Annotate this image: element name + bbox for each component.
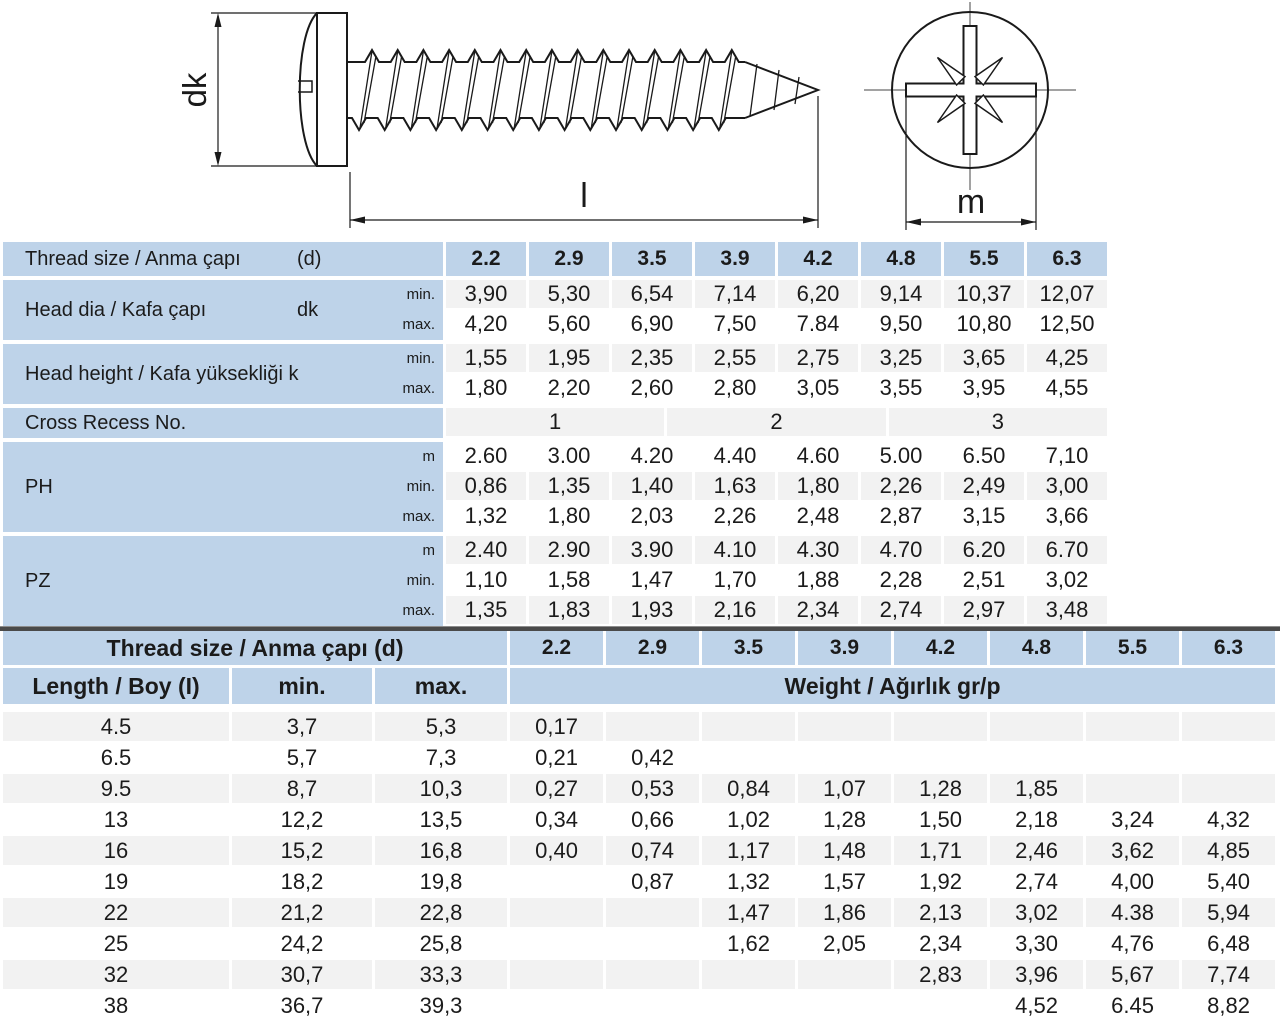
dimension-value: 2.40 [446,536,526,566]
dimension-value: 3.00 [529,442,609,472]
table-cell: 6.45 [1086,991,1179,1022]
table-cell [606,960,699,991]
dimension-value: 4.40 [695,442,775,472]
table-cell: 1,32 [702,867,795,898]
screw-head-rim [317,13,347,166]
dimension-value: 1,88 [778,566,858,596]
sub-label: max. [402,316,435,333]
thread-size-header: 6.3 [1182,631,1275,665]
table-cell: 0,17 [510,712,603,743]
thread-size-header: 2.9 [606,631,699,665]
thread-size-header: 4.8 [990,631,1083,665]
dimension-value: 4.20 [612,442,692,472]
table-cell: 5,94 [1182,898,1275,929]
dimension-value: 2,28 [861,566,941,596]
screw-tip-threads [750,64,799,116]
dimension-value: 1,35 [529,472,609,502]
table-cell [510,929,603,960]
dimension-value: 6.50 [944,442,1024,472]
table-cell: 33,3 [375,960,507,991]
table-cell: 13 [3,805,229,836]
table-row [3,774,1275,805]
table-cell [798,991,891,1022]
screw-top-view [864,2,1076,190]
table-cell: 6.5 [3,743,229,774]
table-cell [510,867,603,898]
row-label-text: PZ [25,569,51,592]
dimension-value: 7,14 [695,280,775,310]
table-cell: 1,85 [990,774,1083,805]
table-cell [894,712,987,743]
row-label [3,442,443,532]
arrow-left-icon [906,219,921,226]
table-cell [798,712,891,743]
sub-label: min. [406,478,435,495]
table-row [3,280,1107,310]
table-cell: 1,07 [798,774,891,805]
table-row [3,960,1275,991]
dimension-value: 3,25 [861,344,941,374]
dimension-value: 3.90 [612,536,692,566]
dimension-value: 9,14 [861,280,941,310]
dimension-value: 2.90 [529,536,609,566]
thread-size-header: 3.9 [695,242,775,276]
table-cell: 16 [3,836,229,867]
row-label [3,242,443,276]
dimension-value: 12,07 [1027,280,1107,310]
table-cell: 1,71 [894,836,987,867]
dimension-value: 6,20 [778,280,858,310]
arrow-right-icon [803,217,818,224]
dimension-value: 5,30 [529,280,609,310]
dimension-value: 3,55 [861,374,941,404]
thread-size-header: 5.5 [944,242,1024,276]
table-cell [1182,774,1275,805]
dimension-value: 1,58 [529,566,609,596]
table-cell: 0,87 [606,867,699,898]
dimension-value: 3,02 [1027,566,1107,596]
row-label [3,344,443,404]
table-cell: 0,53 [606,774,699,805]
table-row [3,242,1107,276]
dimension-value: 4.30 [778,536,858,566]
table-cell: 39,3 [375,991,507,1022]
table-cell: 25,8 [375,929,507,960]
table-cell: 0,21 [510,743,603,774]
table-cell [1086,774,1179,805]
table-cell [510,960,603,991]
table-cell: 10,3 [375,774,507,805]
table-cell: 4,32 [1182,805,1275,836]
table-cell: 0,42 [606,743,699,774]
dimension-value: 2,26 [695,502,775,532]
dimension-value: 1,95 [529,344,609,374]
table-cell [702,960,795,991]
row-symbol [299,344,390,404]
table-cell: 24,2 [232,929,372,960]
dimension-value: 4.10 [695,536,775,566]
dimension-value: 4,55 [1027,374,1107,404]
thread-size-header: 2.9 [529,242,609,276]
dimension-value: 1,40 [612,472,692,502]
dimension-value: 3,95 [944,374,1024,404]
table-cell: 5,7 [232,743,372,774]
table-row [3,836,1275,867]
dimension-value: 2,75 [778,344,858,374]
table-row [3,805,1275,836]
table-cell: 12,2 [232,805,372,836]
cross-recess-value: 3 [889,408,1107,436]
table-cell: 4,85 [1182,836,1275,867]
dimension-value: 1,80 [529,502,609,532]
table-cell: 2,83 [894,960,987,991]
table-row [3,408,1107,438]
row-label [3,280,443,340]
table-cell: 2,34 [894,929,987,960]
dimension-value: 1,10 [446,566,526,596]
m-label: m [956,183,986,221]
table-cell: 21,2 [232,898,372,929]
dimension-value: 1,35 [446,596,526,626]
table-cell [606,991,699,1022]
row-label-text: Head height / Kafa yüksekliği k [25,362,299,385]
table-cell [1086,743,1179,774]
table-cell [702,743,795,774]
dimension-value: 2,51 [944,566,1024,596]
table-row [3,898,1275,929]
technical-drawing [0,0,1280,240]
table-cell: 1,92 [894,867,987,898]
table-cell: 3,24 [1086,805,1179,836]
dimension-value: 3,05 [778,374,858,404]
table-cell: 13,5 [375,805,507,836]
table-cell [894,743,987,774]
dimension-lines [211,13,1036,230]
table-cell [702,712,795,743]
arrow-right-icon [1021,219,1036,226]
table-cell: 3,7 [232,712,372,743]
table-cell [606,712,699,743]
table-cell: 1,47 [702,898,795,929]
table-row [3,668,1275,704]
thread-size-header: 3.5 [702,631,795,665]
dimension-value: 1,55 [446,344,526,374]
thread-bottom-outline [347,118,745,130]
table-cell: 2,74 [990,867,1083,898]
cross-recess-cells [446,408,1107,438]
dimension-value: 2,60 [612,374,692,404]
length-weight-table [0,631,1278,1022]
column-header-min: min. [232,668,372,704]
table-cell: 4.38 [1086,898,1179,929]
dimension-value: 6.70 [1027,536,1107,566]
table-cell: 0,40 [510,836,603,867]
table-cell [990,712,1083,743]
cross-recess-value: 1 [446,408,664,436]
row-label [3,408,443,438]
dimension-value: 4.70 [861,536,941,566]
table-cell: 32 [3,960,229,991]
sub-label: max. [402,380,435,397]
table-cell: 1,48 [798,836,891,867]
dimension-value: 4,20 [446,310,526,340]
row-symbol: (d) [297,247,322,270]
screw-head-dome [300,13,317,166]
row-label [3,536,443,626]
table-cell: 7,3 [375,743,507,774]
dimension-value: 2,34 [778,596,858,626]
dimension-value: 9,50 [861,310,941,340]
dimension-value: 2,80 [695,374,775,404]
table-row [3,867,1275,898]
table-cell: 15,2 [232,836,372,867]
table-cell [798,960,891,991]
table-cell: 22 [3,898,229,929]
dimension-value: 3,15 [944,502,1024,532]
dimension-value: 1,47 [612,566,692,596]
dimension-value: 5.00 [861,442,941,472]
thread-size-header: 4.8 [861,242,941,276]
table-cell: 1,57 [798,867,891,898]
table-cell: 6,48 [1182,929,1275,960]
table-cell: 25 [3,929,229,960]
dimension-value: 0,86 [446,472,526,502]
dimension-value: 1,83 [529,596,609,626]
table-cell [798,743,891,774]
table-cell: 1,62 [702,929,795,960]
weight-header: Weight / Ağırlık gr/p [510,668,1275,704]
dimension-value: 2.60 [446,442,526,472]
table-cell: 2,05 [798,929,891,960]
table-cell: 3,02 [990,898,1083,929]
dimension-value: 3,48 [1027,596,1107,626]
table-cell: 1,86 [798,898,891,929]
table-cell [894,991,987,1022]
dimension-value: 1,70 [695,566,775,596]
sub-label: min. [406,572,435,589]
table-cell: 8,7 [232,774,372,805]
thread-size-header: 3.5 [612,242,692,276]
table-cell: 9.5 [3,774,229,805]
table-cell: 4,00 [1086,867,1179,898]
table-cell [1086,712,1179,743]
table-cell: 1,28 [798,805,891,836]
dimension-value: 2,16 [695,596,775,626]
dimension-value: 7,10 [1027,442,1107,472]
table-cell: 1,02 [702,805,795,836]
table-cell: 0,84 [702,774,795,805]
row-symbol [297,442,389,532]
table-cell: 8,82 [1182,991,1275,1022]
table-row [3,991,1275,1022]
table-cell [606,898,699,929]
table-cell [990,743,1083,774]
table-row [3,743,1275,774]
dk-extension-lines [211,13,317,166]
table-cell: 7,74 [1182,960,1275,991]
arrow-left-icon [350,217,365,224]
table-row [3,712,1275,743]
dimension-value: 1,63 [695,472,775,502]
thread-size-header: 5.5 [1086,631,1179,665]
dimension-value: 5,60 [529,310,609,340]
dimension-value: 3,90 [446,280,526,310]
dimension-value: 12,50 [1027,310,1107,340]
thread-size-header: 2.2 [446,242,526,276]
table-row [3,536,1107,566]
table-cell [606,929,699,960]
pozidriv-cross [906,26,1036,154]
sub-label: m [422,542,435,559]
dimension-value: 10,80 [944,310,1024,340]
table-cell: 0,27 [510,774,603,805]
dimension-value: 2,03 [612,502,692,532]
table-cell [510,991,603,1022]
table-cell: 5,40 [1182,867,1275,898]
table-row [3,929,1275,960]
dimension-value: 10,37 [944,280,1024,310]
dimension-value: 6,90 [612,310,692,340]
dimension-value: 2,97 [944,596,1024,626]
dimension-value: 6,54 [612,280,692,310]
table-cell [702,991,795,1022]
dimension-value: 2,74 [861,596,941,626]
table-cell: 36,7 [232,991,372,1022]
sub-label: m [422,448,435,465]
dimension-value: 7,50 [695,310,775,340]
table-cell: 19 [3,867,229,898]
sub-label: max. [402,508,435,525]
table-cell: 38 [3,991,229,1022]
row-symbol: dk [297,298,319,321]
table-cell: 3,30 [990,929,1083,960]
dimension-value: 3,65 [944,344,1024,374]
thread-size-header: 6.3 [1027,242,1107,276]
thread-size-header: 3.9 [798,631,891,665]
table-cell: 18,2 [232,867,372,898]
table-row [3,631,1275,665]
sub-label: min. [406,350,435,367]
sub-label: max. [402,602,435,619]
table-cell [1182,743,1275,774]
dimension-value: 2,87 [861,502,941,532]
table-cell: 5,3 [375,712,507,743]
dimension-value: 1,80 [778,472,858,502]
table-cell: 2,13 [894,898,987,929]
cross-recess-value: 2 [667,408,885,436]
table-cell: 16,8 [375,836,507,867]
dimension-value: 4.60 [778,442,858,472]
table-cell: 0,74 [606,836,699,867]
dimension-value: 6.20 [944,536,1024,566]
sub-label: min. [406,286,435,303]
thread-size-header-label: Thread size / Anma çapı (d) [3,631,507,665]
table-cell: 0,66 [606,805,699,836]
arrow-down-icon [215,152,222,166]
row-symbol [297,536,389,626]
thread-top-outline [347,50,745,62]
arrow-up-icon [215,13,222,27]
table-cell: 1,28 [894,774,987,805]
dk-label: dk [176,72,213,108]
dimension-value: 4,25 [1027,344,1107,374]
table-cell: 0,34 [510,805,603,836]
table-cell: 4,52 [990,991,1083,1022]
row-label-text: PH [25,475,53,498]
dimension-value: 3,66 [1027,502,1107,532]
dimension-value: 1,80 [446,374,526,404]
table-cell [510,898,603,929]
table-cell: 30,7 [232,960,372,991]
row-label-text: Thread size / Anma çapı [25,247,241,270]
table-row [3,344,1107,374]
table-cell: 4,76 [1086,929,1179,960]
screw-side-view [298,13,818,166]
column-header-max: max. [375,668,507,704]
dimension-value: 1,93 [612,596,692,626]
table-row [3,442,1107,472]
table-cell: 22,8 [375,898,507,929]
thread-size-header: 4.2 [894,631,987,665]
dimension-value: 7.84 [778,310,858,340]
table-cell: 4.5 [3,712,229,743]
table-cell: 3,62 [1086,836,1179,867]
l-label: l [580,177,588,215]
table-cell: 3,96 [990,960,1083,991]
dimension-value: 2,26 [861,472,941,502]
thread-size-header: 4.2 [778,242,858,276]
row-label-text: Cross Recess No. [25,411,187,434]
table-cell: 2,46 [990,836,1083,867]
row-symbol [297,412,389,435]
table-cell [1182,712,1275,743]
column-header-length: Length / Boy (I) [3,668,229,704]
dimension-value: 2,49 [944,472,1024,502]
table-cell: 19,8 [375,867,507,898]
thread-size-header: 2.2 [510,631,603,665]
dimension-value: 2,35 [612,344,692,374]
table-cell: 1,17 [702,836,795,867]
dimension-value: 1,32 [446,502,526,532]
dimension-value: 2,55 [695,344,775,374]
table-cell: 5,67 [1086,960,1179,991]
dimension-value: 2,48 [778,502,858,532]
head-dimensions-table [0,242,1110,626]
table-cell: 1,50 [894,805,987,836]
dimension-value: 2,20 [529,374,609,404]
table-cell: 2,18 [990,805,1083,836]
dimension-arrowheads [215,13,1037,226]
row-label-text: Head dia / Kafa çapı [25,298,207,321]
dimension-value: 3,00 [1027,472,1107,502]
